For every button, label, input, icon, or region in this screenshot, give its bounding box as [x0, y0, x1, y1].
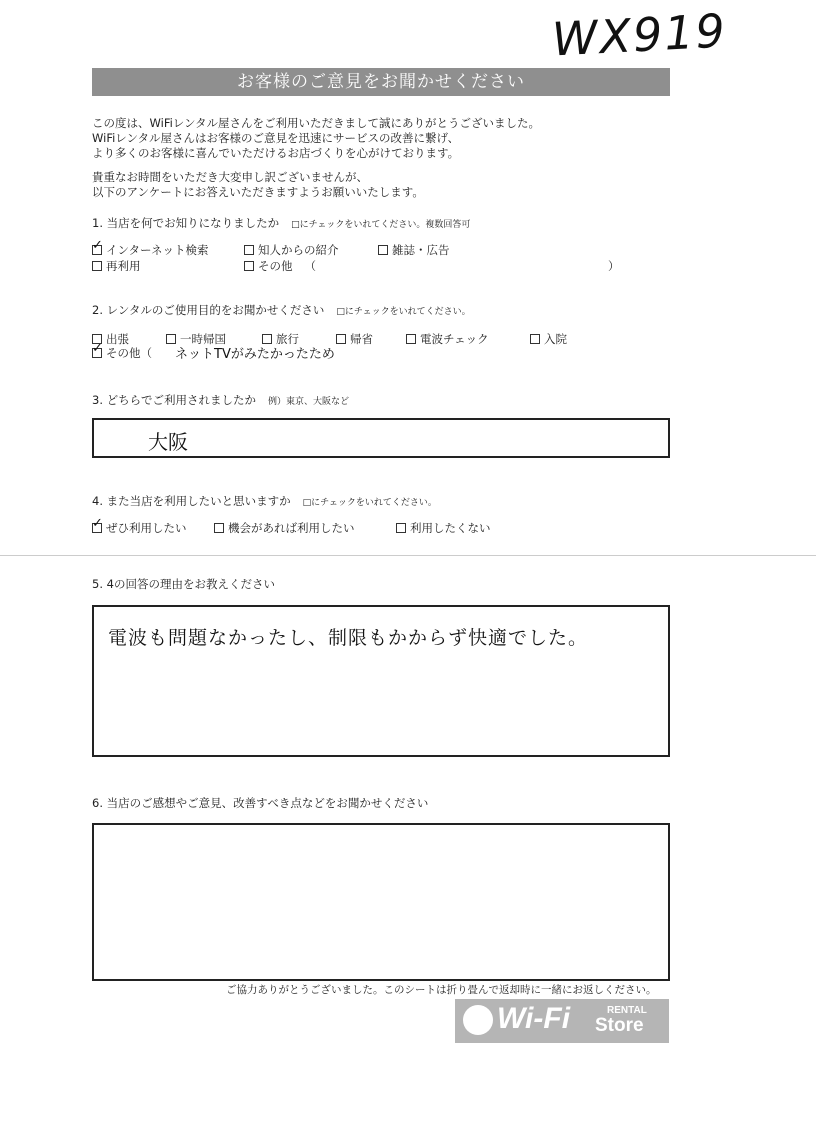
- wifi-rental-store-logo: [455, 999, 669, 1043]
- question-3-example: 例）東京、大阪など: [268, 397, 350, 407]
- question-4-label: 4. また当店を利用したいと思いますか: [92, 494, 291, 508]
- logo-store-text: Store: [595, 1015, 644, 1036]
- checkbox[interactable]: [244, 245, 254, 255]
- logo-wifi-text: Wi-Fi: [497, 1002, 571, 1035]
- checkbox[interactable]: [244, 261, 254, 271]
- option-label: 入院: [544, 332, 567, 346]
- question-1-note: □にチェックをいれてください。複数回答可: [291, 220, 471, 230]
- question-4-note: □にチェックをいれてください。: [302, 498, 437, 508]
- q2-option-hospital[interactable]: [530, 331, 567, 347]
- q4-option-no[interactable]: [396, 520, 491, 536]
- question-2-note: □にチェックをいれてください。: [336, 307, 471, 317]
- q5-answer-box[interactable]: [92, 605, 670, 757]
- question-6-label: 6. 当店のご感想やご意見、改善すべき点などをお聞かせください: [92, 796, 429, 810]
- q1-option-friend[interactable]: [244, 242, 339, 258]
- q4-option-definitely[interactable]: [92, 520, 187, 536]
- option-label: その他: [106, 346, 141, 360]
- question-2: [92, 302, 471, 318]
- checkbox[interactable]: [166, 334, 176, 344]
- intro-line: この度は、WiFiレンタル屋さんをご利用いただきまして誠にありがとうございました。: [92, 116, 541, 130]
- question-4: [92, 493, 437, 509]
- q4-option-maybe[interactable]: [214, 520, 355, 536]
- option-label: 帰省: [350, 332, 373, 346]
- option-label: 利用したくない: [410, 521, 491, 535]
- logo-rental-text: RENTAL: [607, 1005, 647, 1016]
- intro-line: より多くのお客様に喜んでいただけるお店づくりを心がけております。: [92, 146, 460, 160]
- checkbox-checked[interactable]: [92, 348, 102, 358]
- intro-line: 貴重なお時間をいただき大変申し訳ございませんが、: [92, 170, 368, 184]
- footer-note: ご協力ありがとうございました。このシートは折り畳んで返却時に一緒にお返しください。: [226, 984, 657, 996]
- fold-line: [0, 555, 816, 556]
- q2-option-homecoming[interactable]: [336, 331, 373, 347]
- paren-close: ）: [608, 259, 620, 273]
- checkbox[interactable]: [336, 334, 346, 344]
- option-label: 旅行: [276, 332, 299, 346]
- intro-paragraph-1: [92, 116, 540, 161]
- title-bar: [92, 68, 670, 96]
- option-label: インターネット検索: [106, 243, 209, 257]
- checkbox[interactable]: [92, 261, 102, 271]
- intro-paragraph-2: [92, 170, 424, 200]
- checkbox[interactable]: [396, 523, 406, 533]
- option-label: その他: [258, 259, 293, 273]
- intro-line: WiFiレンタル屋さんはお客様のご意見を迅速にサービスの改善に繋げ、: [92, 131, 460, 145]
- q1-option-other[interactable]: [244, 258, 316, 274]
- checkbox-checked[interactable]: [92, 523, 102, 533]
- option-label: 出張: [106, 332, 129, 346]
- handwritten-document-id: WX919: [550, 3, 729, 67]
- checkbox[interactable]: [378, 245, 388, 255]
- q2-option-signal-check[interactable]: [406, 331, 489, 347]
- q6-answer-box[interactable]: [92, 823, 670, 981]
- checkbox-checked[interactable]: [92, 245, 102, 255]
- option-label: 知人からの紹介: [258, 243, 339, 257]
- q5-answer: 電波も問題なかったし、制限もかからず快適でした。: [108, 627, 589, 649]
- question-3-label: 3. どちらでご利用されましたか: [92, 393, 257, 407]
- checkbox[interactable]: [530, 334, 540, 344]
- option-label: ぜひ利用したい: [106, 521, 187, 535]
- question-3: [92, 392, 349, 408]
- q1-option-internet[interactable]: [92, 242, 208, 258]
- question-6: [92, 795, 428, 811]
- option-label: 機会があれば利用したい: [228, 521, 355, 535]
- option-label: 再利用: [106, 259, 141, 273]
- question-1: [92, 215, 470, 231]
- paren-open: （: [140, 346, 152, 360]
- q1-option-reuse[interactable]: [92, 258, 141, 274]
- option-label: 雑誌・広告: [392, 243, 450, 257]
- checkbox[interactable]: [262, 334, 272, 344]
- q2-option-other[interactable]: [92, 345, 152, 361]
- q3-answer-box[interactable]: [92, 418, 670, 458]
- page-title: お客様のご意見をお聞かせください: [237, 72, 525, 92]
- question-2-label: 2. レンタルのご使用目的をお聞かせください: [92, 303, 325, 317]
- checkbox[interactable]: [406, 334, 416, 344]
- question-5: [92, 576, 275, 592]
- question-1-label: 1. 当店を何でお知りになりましたか: [92, 216, 280, 230]
- question-5-label: 5. 4の回答の理由をお教えください: [92, 577, 275, 591]
- q2-other-answer: ネットTVがみたかったため: [175, 347, 335, 362]
- q3-answer: 大阪: [148, 430, 188, 454]
- option-label: 一時帰国: [180, 332, 226, 346]
- option-label: 電波チェック: [420, 332, 489, 346]
- q1-option-magazine[interactable]: [378, 242, 450, 258]
- mascot-icon: [463, 1005, 493, 1035]
- checkbox[interactable]: [214, 523, 224, 533]
- intro-line: 以下のアンケートにお答えいただきますようお願いいたします。: [92, 185, 424, 199]
- paren-open: （: [304, 259, 316, 273]
